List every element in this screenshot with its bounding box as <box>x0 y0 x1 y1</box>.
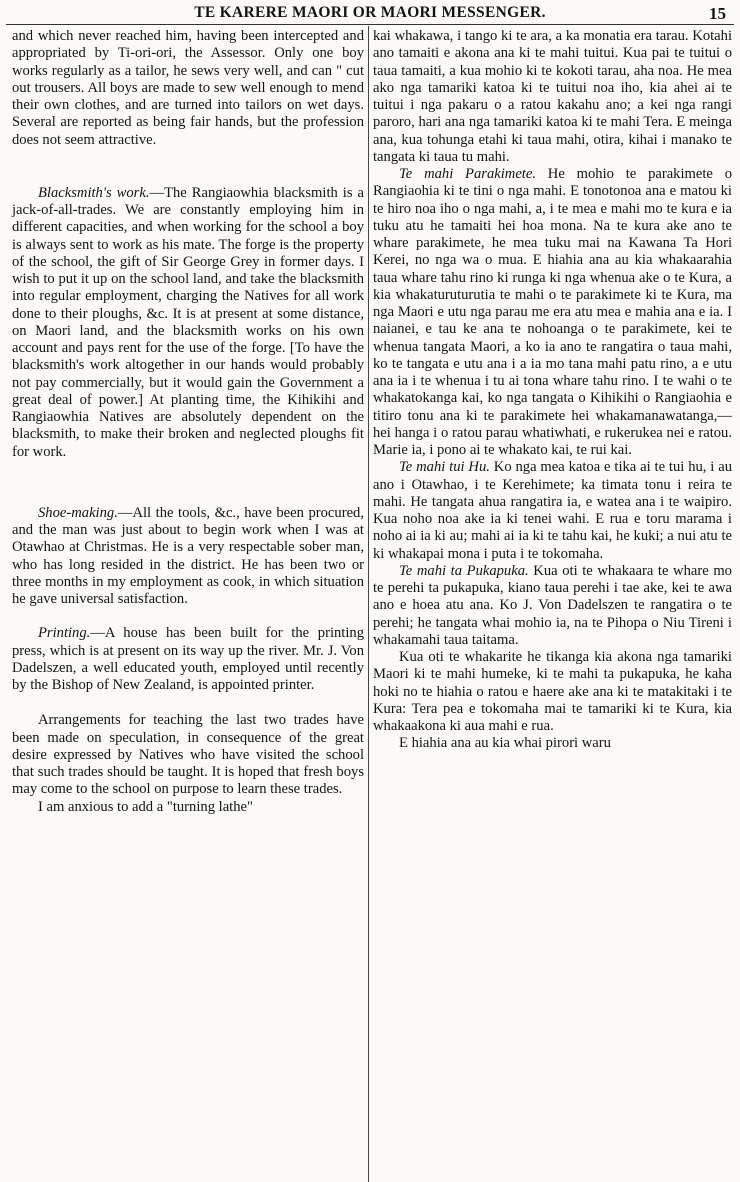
page-number: 15 <box>709 4 726 23</box>
paragraph-tailoring: and which never reached him, having been intercepted and appropriated by Ti-ori-ori, the Assessor. Only one boy works regularly as a tailor, he sews very well, and can " cut out trousers. All boys are made to sew well enough to mend their own clothes, and are turned into tailors on wet days. Several are reported as being fair hands, but the profession does not seem attractive. <box>12 28 364 148</box>
paragraph-printing: Printing.—A house has been built for the printing press, which is at present on its way up the river. Mr. J. Von Dadelszen, a well educated youth, employed until recently by the Bishop of New Zealand, is appointed printer. <box>12 625 364 693</box>
header-rule <box>6 24 734 25</box>
section-heading-blacksmith: Blacksmith's work. <box>38 184 150 201</box>
paragraph-shoemaking: Shoe-making.—All the tools, &c., have been procured, and the man was just about to begin work when I was at Otawhao at Christmas. He is a very respectable sober man, who has long resided in the district. He has been two or three months in my employment as cook, in which situation he gave universal satisfaction. <box>12 504 364 607</box>
paragraph-tui-hu: Te mahi tui Hu. Ko nga mea katoa e tika ai te tui hu, i au ano i Otawhao, i te Kerehimete; ka timata tonu i reira te mahi. He tangata ahua rangatira ia, e watea ana i te waipiro. Kua noho noa ake ia ki tenei wahi. E rua e toru marama i noho ai ia ki au; mahi ai ia ki te tahu kai, he kuki; a nui atu te ki whakapai mona i puta i te tokomaha. <box>373 459 732 562</box>
maori-column <box>373 28 732 753</box>
section-heading-parakimete: Te mahi Parakimete. <box>399 166 536 182</box>
paragraph-pukapuka: Te mahi ta Pukapuka. Kua oti te whakaara te whare mo te perehi ta pukapuka, kiano taua perehi i tae ake, kei te awa ano e hoea atu ana. Ko J. Von Dadelszen te rangatira o te perehi; he tangata whai mohio ia, na te Pihopa o Niu Tireni i whakamahi taua taitama. <box>373 562 732 648</box>
section-heading-pukapuka: Te mahi ta Pukapuka. <box>399 562 529 579</box>
section-heading-printing: Printing. <box>38 625 91 642</box>
paragraph-whakarite: Kua oti te whakarite he tikanga kia akona nga tamariki Maori ki te mahi humeke, ki te mahi ta pukapuka, he kaha hoki no te hiahia o ratou e haere ake ana ki te matakitaki i te Kura: Tera pea e tokomaha mai te tamariki ki te Kura, kia whakaakona ki aua mahi e rua. <box>373 649 732 734</box>
masthead-title: TE KARERE MAORI OR MAORI MESSENGER. <box>194 4 546 21</box>
section-heading-tui-hu: Te mahi tui Hu. <box>399 459 490 476</box>
section-heading-shoemaking: Shoe-making. <box>38 504 118 521</box>
paragraph-tuitui: kai whakawa, i tango ki te ara, a ka monatia era tarau. Kotahi ano tamaiti e akona ana ki te mahi tuitui. Kua pai te tuitui o taua tamaiti, a kua mohio ki te kokoti tarau, aha noa. He mea ako nga tamariki katoa ki te tuitui noa iho, kia ahei ai te tuitui i nga pakaru o a ratou kakahu ano; a kei nga rangi paroro, hari ana nga tamariki katoa ki te mahi Tera. E meinga ana, kua tohunga etahi ki taua mahi, otira, kihai i manako te tangata ki taua tu mahi. <box>373 28 732 165</box>
english-column <box>12 28 364 816</box>
paragraph-arrangements: Arrangements for teaching the last two trades have been made on speculation, in consequence of the great desire expressed by Natives who have visited the school that such trades should be taught. It is hoped that fresh boys may come to the school on purpose to learn these trades. <box>12 712 364 798</box>
paragraph-blacksmith: Blacksmith's work.—The Rangiaowhia blacksmith is a jack-of-all-trades. We are constantly employing him in different capacities, and when working for the school a boy is always sent to work as his mate. The forge is the property of the school, the gift of Sir George Grey in former days. I wish to put it up on the school land, and take the blacksmith into regular employment, charging the Natives for all work done to their ploughs, &c. It is at present at some distance, on Maori land, and the blacksmith works on his own account and pays rent for the use of the forge. [To have the blacksmith's work altogether in our hands would probably not pay commercially, but it would gain the Government a great deal of power.] At planting time, the Kihikihi and Rangiaowhia Natives are absolutely dependent on the blacksmith, to make their broken and neglected ploughs fit for work. <box>12 184 364 460</box>
page-header <box>0 2 740 24</box>
paragraph-parakimete: Te mahi Parakimete. He mohio te parakimete o Rangiaohia ki te tini o nga mahi. E tonotonoa ana e matou ki te hiro noa iho o nga mahi, a, i te mea e mahi mo te kura e ia tuku atu he tamaiti hei hoa mona. Na te kura ake ano te whare parakimete, he mea tuku mai na Kawana Ta Hori Kerei, no nga wa o mua. E hiahia ana au kia whakaarahia taua whare tahu rino ki runga ki nga whenua ake o te Kura, a kia whakaturuturutia te mahi o te parakimete ki te Kura, ma nga Maori e utu nga parau me era atu mea e mahia ana e ia. I naianei, e tau ke ana te nohoanga o te parakimete, kei te whenua tangata Maori, a ko ia ano te rangatira o taua mahi, ko te tangata e utu ana i a ia mo tana mahi patu rino, a e utu ana ia i te whenua i tu ai tona whare tahu rino. I te wahi o te whakatokanga kai, ko nga tangata o Kihikihi o Rangiaohia e titiro tonu ana ki te parakimete hei whakamanawatanga,—hei hanga i o ratou parau whatiwhati, e rukerukea nei e ratou. Marie ia, i pono ai te whakato kai, te rui kai. <box>373 166 732 458</box>
column-divider <box>368 26 369 1182</box>
paragraph-lathe: I am anxious to add a "turning lathe" <box>38 798 253 815</box>
paragraph-pirori: E hiahia ana au kia whai pirori waru <box>399 735 611 752</box>
